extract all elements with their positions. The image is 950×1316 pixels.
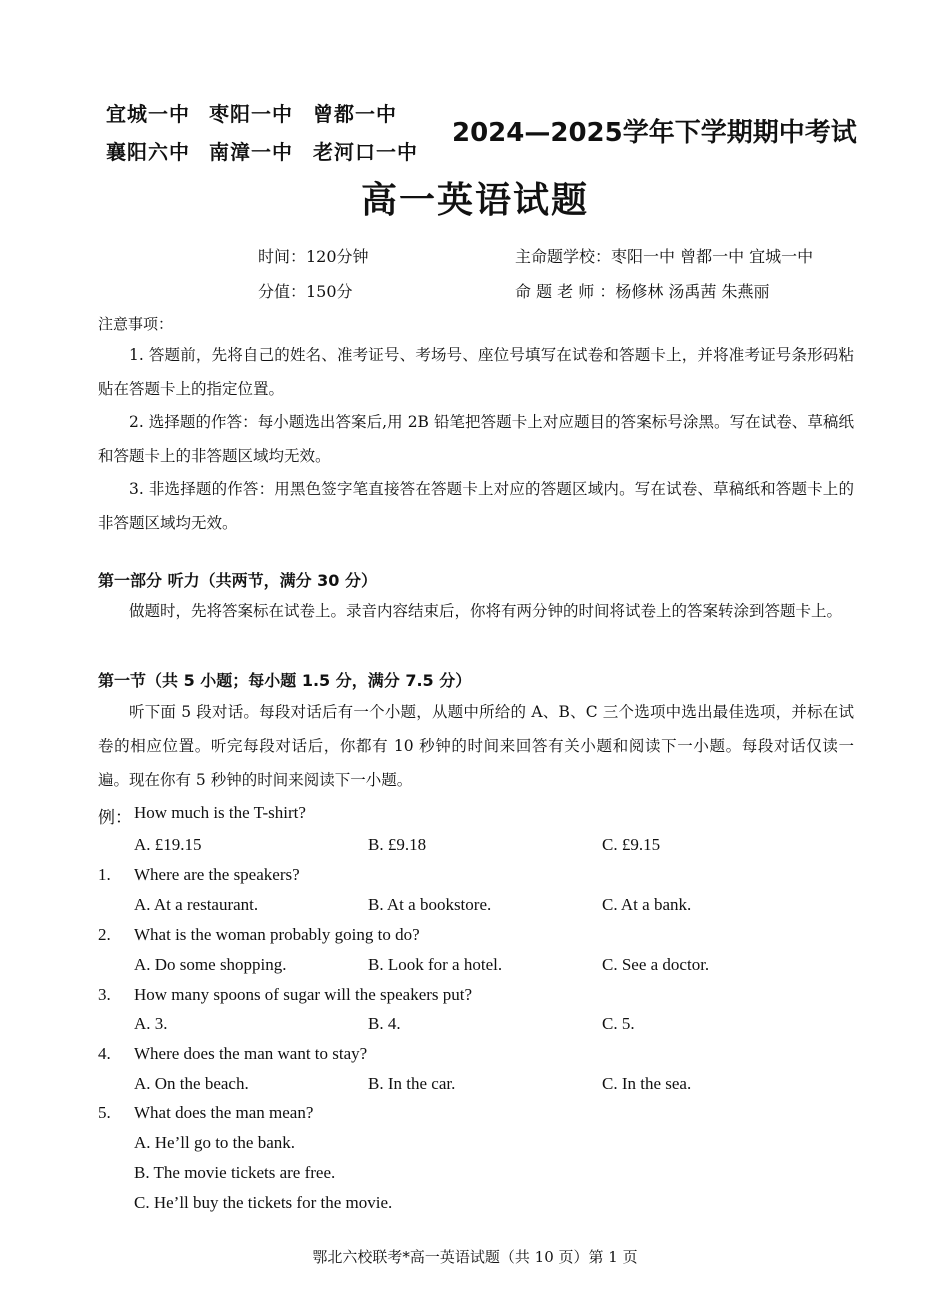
- option-c: C. In the sea.: [602, 1074, 692, 1093]
- option-a: A. He’ll go to the bank.: [134, 1133, 295, 1152]
- option-a: A. On the beach.: [134, 1074, 249, 1093]
- question-text: What is the woman probably going to do?: [134, 925, 420, 944]
- option-a: A. Do some shopping.: [134, 955, 287, 974]
- school-nanzhang: 南漳一中: [209, 140, 293, 164]
- notice-item-2: 2. 选择题的作答：每小题选出答案后,用 2B 铅笔把答题卡上对应题目的答案标号涂黑。写在试卷、草稿纸和答题卡上的非答题区域均无效。: [98, 413, 854, 465]
- paper-title: 高一英语试题: [360, 180, 589, 221]
- teachers: 命 题 老 师 ：杨修林 汤禹茜 朱燕丽: [515, 282, 770, 301]
- question-number: 3.: [98, 985, 111, 1004]
- question-text: How many spoons of sugar will the speakers put?: [134, 985, 473, 1004]
- section1-intro: 听下面 5 段对话。每段对话后有一个小题，从题中所给的 A、B、C 三个选项中选出最佳选项，并标在试卷的相应位置。听完每段对话后，你都有 10 秒钟的时间来回答有关小题和阅读下一小题。每段对话仅读一遍。现在你有 5 秒钟的时间来阅读下一小题。: [98, 703, 854, 789]
- exam-time: 时间：120分钟: [258, 247, 369, 266]
- option-b: B. 4.: [368, 1014, 401, 1033]
- question-text: What does the man mean?: [134, 1103, 314, 1122]
- school-zengdu: 曾都一中: [313, 102, 397, 126]
- notice-item-1: 1. 答题前，先将自己的姓名、准考证号、考场号、座位号填写在试卷和答题卡上，并将准考证号条形码粘贴在答题卡上的指定位置。: [98, 346, 854, 398]
- school-yicheng: 宜城一中: [106, 102, 190, 126]
- option-c: C. See a doctor.: [602, 955, 710, 974]
- school-xiangyang6: 襄阳六中: [106, 140, 190, 164]
- example-question: How much is the T-shirt?: [134, 803, 306, 822]
- example-option-c: C. £9.15: [602, 835, 661, 854]
- question-number: 5.: [98, 1103, 111, 1122]
- option-c: C. He’ll buy the tickets for the movie.: [134, 1193, 393, 1212]
- example-label: 例：: [98, 808, 132, 827]
- school-laohekou: 老河口一中: [313, 140, 418, 164]
- example-option-a: A. £19.15: [134, 835, 202, 854]
- option-c: C. At a bank.: [602, 895, 692, 914]
- school-zaoyang: 枣阳一中: [209, 102, 293, 126]
- question-text: Where does the man want to stay?: [134, 1044, 368, 1063]
- part1-intro: 做题时，先将答案标在试卷上。录音内容结束后，你将有两分钟的时间将试卷上的答案转涂到答题卡上。: [129, 602, 843, 620]
- notice-heading: 注意事项：: [98, 315, 174, 333]
- question-number: 4.: [98, 1044, 111, 1063]
- option-a: A. 3.: [134, 1014, 168, 1033]
- question-number: 1.: [98, 865, 111, 884]
- example-option-b: B. £9.18: [368, 835, 427, 854]
- page-footer: 鄂北六校联考*高一英语试题（共 10 页）第 1 页: [312, 1248, 638, 1266]
- exam-title: 2024—2025学年下学期期中考试: [452, 118, 857, 148]
- lead-schools: 主命题学校：枣阳一中 曾都一中 宜城一中: [515, 247, 814, 266]
- option-c: C. 5.: [602, 1014, 635, 1033]
- option-b: B. In the car.: [368, 1074, 456, 1093]
- option-a: A. At a restaurant.: [134, 895, 259, 914]
- question-text: Where are the speakers?: [134, 865, 300, 884]
- exam-score: 分值：150分: [258, 282, 353, 301]
- question-number: 2.: [98, 925, 111, 944]
- notice-item-3: 3. 非选择题的作答：用黑色签字笔直接答在答题卡上对应的答题区域内。写在试卷、草稿纸和答题卡上的非答题区域均无效。: [98, 480, 854, 532]
- option-b: B. Look for a hotel.: [368, 955, 503, 974]
- option-b: B. At a bookstore.: [368, 895, 492, 914]
- option-b: B. The movie tickets are free.: [134, 1163, 336, 1182]
- part1-heading: 第一部分 听力（共两节，满分 30 分）: [98, 571, 377, 590]
- section1-heading: 第一节（共 5 小题；每小题 1.5 分，满分 7.5 分）: [98, 671, 472, 690]
